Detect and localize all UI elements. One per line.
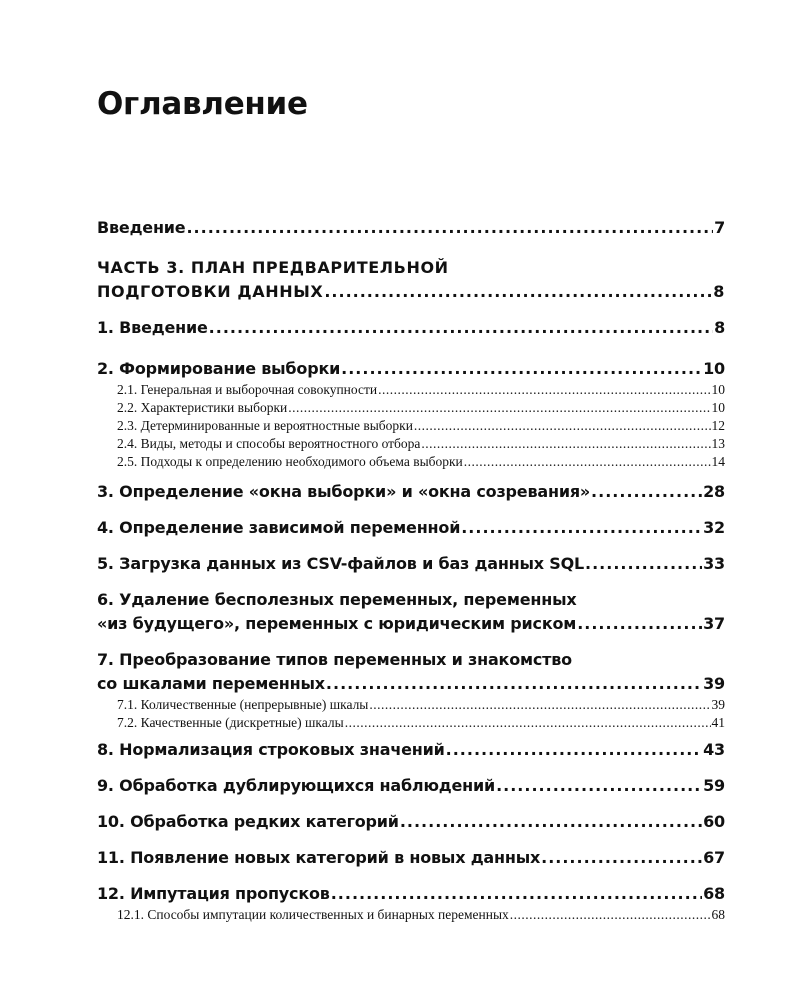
- toc-entry-ch12: [97, 882, 725, 906]
- toc-page-number: 32: [703, 518, 725, 537]
- table-of-contents: [97, 216, 725, 924]
- leader-dots: [510, 906, 711, 924]
- toc-page-number: 8: [713, 282, 725, 301]
- leader-dots: [341, 357, 702, 381]
- toc-entry-label: 3. Определение «окна выборки» и «окна созревания»: [97, 482, 591, 501]
- leader-dots: [324, 280, 712, 304]
- toc-subentry-2-2: [97, 399, 725, 417]
- leader-dots: [464, 453, 711, 471]
- toc-entry-ch8: [97, 738, 725, 762]
- toc-page-number: 37: [703, 614, 725, 633]
- toc-page-number: 13: [711, 436, 725, 451]
- toc-page-number: 41: [711, 715, 725, 730]
- toc-entry-intro: [97, 216, 725, 240]
- toc-page-number: 7: [714, 218, 725, 237]
- leader-dots: [345, 714, 711, 732]
- toc-entry-ch7: [97, 648, 725, 696]
- toc-entry-label-line2: со шкалами переменных: [97, 674, 325, 693]
- toc-entry-ch9: [97, 774, 725, 798]
- leader-dots: [421, 435, 710, 453]
- toc-subentry-2-5: [97, 453, 725, 471]
- toc-subentry-2-1: [97, 381, 725, 399]
- toc-entry-label-line2: «из будущего», переменных с юридическим риском: [97, 614, 577, 633]
- toc-page-number: 8: [714, 318, 725, 337]
- toc-subentry-label: 2.3. Детерминированные и вероятностные выборки: [117, 418, 413, 433]
- toc-entry-label: 4. Определение зависимой переменной: [97, 518, 461, 537]
- toc-page-number: 43: [703, 740, 725, 759]
- leader-dots: [446, 738, 702, 762]
- toc-entry-label-line1: ЧАСТЬ 3. ПЛАН ПРЕДВАРИТЕЛЬНОЙ: [97, 258, 449, 277]
- toc-page-number: 67: [703, 848, 725, 867]
- toc-page-number: 60: [703, 812, 725, 831]
- leader-dots: [186, 216, 713, 240]
- toc-subentry-2-3: [97, 417, 725, 435]
- toc-entry-label: 2. Формирование выборки: [97, 359, 341, 378]
- toc-entry-label-line2: ПОДГОТОВКИ ДАННЫХ: [97, 282, 324, 301]
- toc-page-number: 10: [711, 400, 725, 415]
- toc-entry-label-line1: 7. Преобразование типов переменных и знакомство: [97, 650, 572, 669]
- toc-entry-label: Введение: [97, 218, 186, 237]
- toc-entry-ch11: [97, 846, 725, 870]
- toc-entry-ch10: [97, 810, 725, 834]
- page-title: Оглавление: [97, 86, 308, 122]
- toc-page-number: 68: [703, 884, 725, 903]
- toc-entry-label: 9. Обработка дублирующихся наблюдений: [97, 776, 496, 795]
- leader-dots: [541, 846, 702, 870]
- toc-entry-ch4: [97, 516, 725, 540]
- toc-page-number: 14: [711, 454, 725, 469]
- leader-dots: [369, 696, 710, 714]
- toc-entry-ch2: [97, 357, 725, 381]
- toc-entry-label-line1: 6. Удаление бесполезных переменных, переменных: [97, 590, 577, 609]
- toc-page-number: 39: [703, 674, 725, 693]
- toc-subentry-label: 7.2. Качественные (дискретные) шкалы: [117, 715, 344, 730]
- toc-page-number: 10: [711, 382, 725, 397]
- toc-entry-part3: [97, 256, 725, 304]
- toc-entry-ch5: [97, 552, 725, 576]
- leader-dots: [209, 316, 713, 340]
- toc-page-number: 28: [703, 482, 725, 501]
- toc-entry-label: 11. Появление новых категорий в новых данных: [97, 848, 541, 867]
- toc-entry-label: 5. Загрузка данных из CSV-файлов и баз данных SQL: [97, 554, 585, 573]
- toc-entry-label: 12. Импутация пропусков: [97, 884, 330, 903]
- toc-page-number: 68: [711, 907, 725, 922]
- toc-subentry-2-4: [97, 435, 725, 453]
- toc-subentry-label: 2.4. Виды, методы и способы вероятностного отбора: [117, 436, 421, 451]
- leader-dots: [414, 417, 711, 435]
- toc-subentry-label: 2.5. Подходы к определению необходимого объема выборки: [117, 454, 463, 469]
- leader-dots: [378, 381, 710, 399]
- toc-page-number: 10: [703, 359, 725, 378]
- leader-dots: [326, 672, 702, 696]
- toc-entry-ch6: [97, 588, 725, 636]
- toc-entry-label: 1. Введение: [97, 318, 208, 337]
- toc-subentry-12-1: [97, 906, 725, 924]
- toc-subentry-label: 2.1. Генеральная и выборочная совокупности: [117, 382, 378, 397]
- toc-entry-label: 10. Обработка редких категорий: [97, 812, 399, 831]
- toc-entry-ch3: [97, 480, 725, 504]
- leader-dots: [585, 552, 702, 576]
- leader-dots: [496, 774, 702, 798]
- toc-subentry-label: 2.2. Характеристики выборки: [117, 400, 288, 415]
- leader-dots: [288, 399, 710, 417]
- toc-page-number: 39: [711, 697, 725, 712]
- leader-dots: [577, 612, 702, 636]
- toc-subentry-7-1: [97, 696, 725, 714]
- toc-subentry-7-2: [97, 714, 725, 732]
- toc-subentry-label: 7.1. Количественные (непрерывные) шкалы: [117, 697, 369, 712]
- leader-dots: [591, 480, 702, 504]
- toc-subentry-label: 12.1. Способы импутации количественных и бинарных переменных: [117, 907, 509, 922]
- toc-page-number: 33: [703, 554, 725, 573]
- leader-dots: [331, 882, 702, 906]
- leader-dots: [461, 516, 702, 540]
- toc-entry-label: 8. Нормализация строковых значений: [97, 740, 445, 759]
- toc-page-number: 59: [703, 776, 725, 795]
- toc-entry-ch1: [97, 316, 725, 340]
- toc-page-number: 12: [711, 418, 725, 433]
- leader-dots: [400, 810, 702, 834]
